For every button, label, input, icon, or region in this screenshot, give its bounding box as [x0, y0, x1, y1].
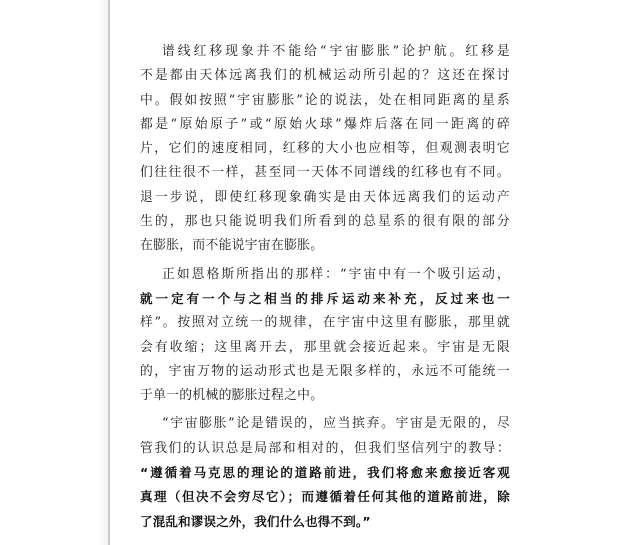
- text-line: 的，宇宙万物的运动形式也是无限多样的，永远不可能统一: [140, 363, 510, 379]
- quoted-text-line: 真理（但决不会穷尽它）；而遵循着任何其他的道路前进，除: [140, 489, 510, 505]
- paragraph-engels: [140, 263, 510, 409]
- scan-margin-right: [522, 0, 640, 545]
- body-text: [140, 40, 510, 534]
- text-line: 在膨胀，而不能说宇宙在膨胀。: [140, 238, 324, 254]
- text-line: 于单一的机械的膨胀过程之中。: [140, 388, 324, 404]
- text-line: 片，它们的速度相同，红移的大小也应相等，但观测表明它: [140, 141, 510, 157]
- quoted-text-line: “遵循着马克思的理论的道路前进，我们将愈来愈接近客观: [140, 465, 510, 481]
- text-line: 退一步说，即使红移现象确实是由天体远离我们的运动产: [140, 189, 510, 205]
- quoted-text-line: 了混乱和谬误之外，我们什么也得不到。”: [140, 513, 371, 529]
- text-line: 生的，那也只能说明我们所看到的总星系的很有限的部分: [140, 214, 510, 230]
- scan-margin-left: [0, 0, 108, 545]
- text-line: 样”。按照对立统一的规律，在宇宙中这里有膨胀，那里就: [140, 315, 510, 331]
- text-line: 正如恩格斯所指出的那样：“宇宙中有一个吸引运动，: [162, 266, 510, 282]
- paragraph-conclusion: [140, 412, 510, 533]
- text-line: 都是“原始原子”或“原始火球”爆炸后落在同一距离的碎: [140, 116, 510, 132]
- text-line: 管我们的认识总是局部和相对的，但我们坚信列宁的教导：: [140, 440, 510, 456]
- text-line: 们往往很不一样，甚至同一天体不同谱线的红移也有不同。: [140, 165, 510, 181]
- text-line: “宇宙膨胀”论是错误的，应当摈弃。宇宙是无限的，尽: [162, 416, 510, 432]
- text-line: 会有收缩；这里离开去，那里就会接近起来。宇宙是无限: [140, 339, 510, 355]
- text-line: 谱线红移现象并不能给“宇宙膨胀”论护航。红移是: [162, 44, 510, 59]
- quoted-text-line: 就一定有一个与之相当的排斥运动来补充，反过来也一: [140, 290, 510, 306]
- paragraph-redshift: [140, 40, 510, 259]
- text-line: 不是都由天体远离我们的机械运动所引起的？这还在探讨: [140, 68, 510, 84]
- text-line: 中。假如按照“宇宙膨胀”论的说法，处在相同距离的星系: [140, 92, 510, 108]
- page-edge-shadow: [108, 0, 110, 545]
